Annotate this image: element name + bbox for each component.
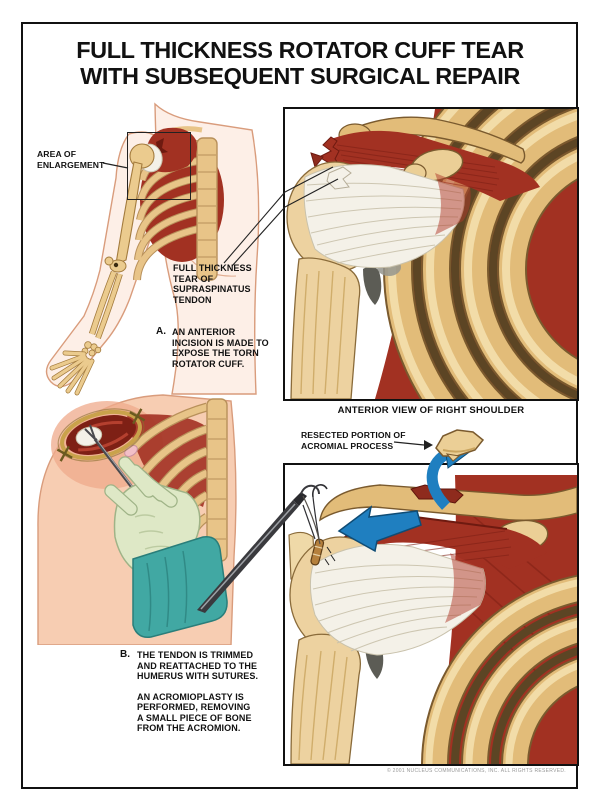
title-line-1: FULL THICKNESS ROTATOR CUFF TEAR xyxy=(76,37,524,63)
step-a-text: AN ANTERIOR INCISION IS MADE TO EXPOSE THE TORN ROTATOR CUFF. xyxy=(172,327,269,369)
suture-thread xyxy=(303,496,320,544)
resected-bone-fragment xyxy=(433,426,487,464)
tear-leader-lines xyxy=(215,185,290,273)
page-title xyxy=(30,38,570,89)
step-b-text: THE TENDON IS TRIMMED AND REATTACHED TO THE HUMERUS WITH SUTURES. AN ACROMIOPLASTY IS PERFORMED, REMOVING A SMALL PIECE OF BONE FROM THE ACROMION. xyxy=(137,650,259,733)
tear-label: FULL THICKNESS TEAR OF SUPRASPINATUS TENDON xyxy=(173,263,252,305)
suture-needle xyxy=(301,486,319,494)
title-line-2: WITH SUBSEQUENT SURGICAL REPAIR xyxy=(80,62,520,89)
area-of-enlargement-box xyxy=(127,132,191,200)
step-b-letter: B. xyxy=(120,649,130,660)
step-a-letter: A. xyxy=(156,326,166,337)
panel-anterior-view xyxy=(283,107,579,401)
spine xyxy=(197,138,217,280)
needle-holder-instrument xyxy=(195,480,325,615)
copyright-notice: © 2001 NUCLEUS COMMUNICATIONS, INC. ALL RIGHTS RESERVED. xyxy=(386,768,566,774)
panel1-caption: ANTERIOR VIEW OF RIGHT SHOULDER xyxy=(337,405,525,416)
enlarged-shoulder-illustration xyxy=(285,109,577,399)
enlargement-leader-line xyxy=(100,158,130,172)
area-of-enlargement-label: AREA OF ENLARGEMENT xyxy=(37,149,105,170)
resected-label: RESECTED PORTION OF ACROMIAL PROCESS xyxy=(301,430,406,451)
bicipital-groove xyxy=(363,266,381,305)
